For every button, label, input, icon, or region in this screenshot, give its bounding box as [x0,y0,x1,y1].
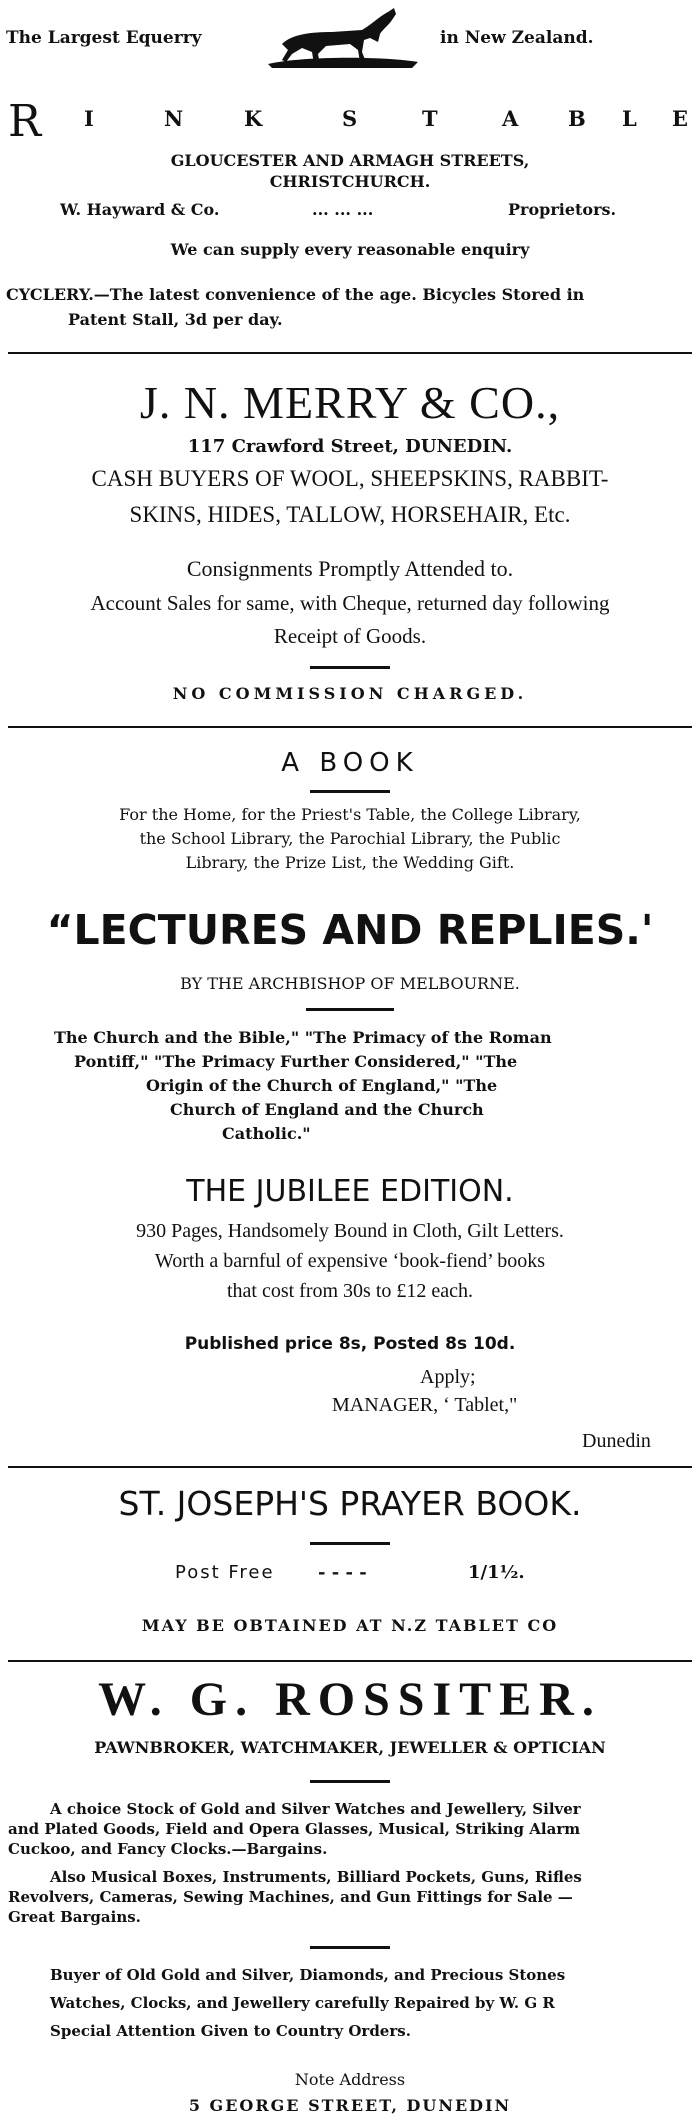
rossiter-address: 5 GEORGE STREET, DUNEDIN [188,2096,512,2115]
book-title: “LECTURES AND REPLIES.' [46,906,654,954]
merry-no-commission: NO COMMISSION CHARGED. [172,684,528,703]
section-divider [8,352,692,354]
rink-cyclery-line-1: CYCLERY.—The latest convenience of the age. Bicycles Stored in [6,285,585,304]
section-divider [8,1660,692,1662]
book-price: Published price 8s, Posted 8s 10d. [184,1334,516,1354]
short-rule [310,1780,390,1783]
rossiter-trades: PAWNBROKER, WATCHMAKER, JEWELLER & OPTICIAN [94,1738,606,1757]
book-heading: A BOOK [281,748,419,778]
rink-title-letter: N [164,106,184,131]
rink-supply-line: We can supply every reasonable enquiry [170,240,530,259]
book-city: Dunedin [582,1430,651,1452]
rink-proprietor-name: W. Hayward & Co. [60,200,220,219]
rink-headline-right: in New Zealand. [440,28,594,48]
rink-address-line-2: CHRISTCHURCH. [269,172,431,191]
prayer-post-label: Post Free [175,1562,275,1583]
book-contents-line-5: Catholic." [222,1124,311,1143]
short-rule [310,1542,390,1545]
rossiter-stock-line-2: and Plated Goods, Field and Opera Glasses, Musical, Striking Alarm [8,1820,581,1838]
merry-buyers-line-2: SKINS, HIDES, TALLOW, HORSEHAIR, Etc. [129,502,571,527]
merry-address: 117 Crawford Street, DUNEDIN. [187,436,513,457]
rossiter-also-line-2: Revolvers, Cameras, Sewing Machines, and Gun Fittings for Sale — [8,1888,573,1906]
book-worth-line-2: that cost from 30s to £12 each. [226,1280,474,1302]
book-intro-line-2: the School Library, the Parochial Library, the Public [139,829,561,848]
section-divider [8,1466,692,1468]
short-rule [306,1008,394,1011]
book-pages: 930 Pages, Handsomely Bound in Cloth, Gilt Letters. [136,1220,564,1242]
merry-account-line-1: Account Sales for same, with Cheque, returned day following [90,591,610,615]
merry-consignments: Consignments Promptly Attended to. [186,556,514,581]
prayer-obtain: MAY BE OBTAINED AT N.Z TABLET CO [141,1616,559,1635]
book-intro-line-3: Library, the Prize List, the Wedding Gift. [185,853,515,872]
merry-account-line-2: Receipt of Goods. [273,624,427,648]
rink-address-line-1: GLOUCESTER AND ARMAGH STREETS, [170,151,530,170]
book-edition: THE JUBILEE EDITION. [186,1174,514,1209]
rossiter-buyer-line-2: Watches, Clocks, and Jewellery carefully Repaired by W. G R [50,1994,555,2012]
prayer-post-dashes: - - - - [318,1562,367,1583]
rossiter-note: Note Address [294,2070,406,2089]
rink-title-letter: E [672,106,689,131]
rink-title [8,96,692,148]
merry-buyers-line-1: CASH BUYERS OF WOOL, SHEEPSKINS, RABBIT- [91,466,609,491]
book-intro-line-1: For the Home, for the Priest's Table, the College Library, [119,805,581,824]
rink-title-letter: L [622,106,637,131]
prayer-title: ST. JOSEPH'S PRAYER BOOK. [118,1484,582,1523]
book-contents-line-1: The Church and the Bible," "The Primacy of the Roman [54,1028,552,1047]
rink-title-letter: R [8,96,42,147]
rink-title-letter: A [502,106,519,131]
rink-cyclery-line-2: Patent Stall, 3d per day. [68,310,283,329]
horse-icon [262,4,422,70]
rink-title-letter: K [244,106,263,131]
rossiter-stock-line-1: A choice Stock of Gold and Silver Watches and Jewellery, Silver [50,1800,581,1818]
rossiter-also-line-1: Also Musical Boxes, Instruments, Billiard Pockets, Guns, Rifles [50,1868,582,1886]
rink-title-letter: I [84,106,94,131]
book-author: BY THE ARCHBISHOP OF MELBOURNE. [180,974,520,993]
rink-title-letter: S [342,106,358,131]
rossiter-also-line-3: Great Bargains. [8,1908,141,1926]
book-contents-line-4: Church of England and the Church [170,1100,484,1119]
rossiter-buyer-line-3: Special Attention Given to Country Orders. [50,2022,411,2040]
book-worth-line-1: Worth a barnful of expensive ‘book-fiend’ books [154,1250,546,1272]
book-contents-line-2: Pontiff," "The Primacy Further Considered," "The [74,1052,518,1071]
short-rule [310,1946,390,1949]
rink-dots: ... ... ... [312,200,374,219]
short-rule [310,666,390,669]
rossiter-stock-line-3: Cuckoo, and Fancy Clocks.—Bargains. [8,1840,328,1858]
book-manager: MANAGER, ‘ Tablet," [332,1394,518,1416]
rink-headline-left: The Largest Equerry [6,28,202,48]
rink-title-letter: T [422,106,438,131]
merry-title: J. N. MERRY & CO., [139,377,561,428]
section-divider [8,726,692,728]
rink-title-letter: B [568,106,586,131]
book-contents-line-3: Origin of the Church of England," "The [146,1076,498,1095]
rossiter-title: W. G. ROSSITER. [98,1673,602,1726]
rossiter-buyer-line-1: Buyer of Old Gold and Silver, Diamonds, and Precious Stones [50,1966,566,1984]
short-rule [310,790,390,793]
book-apply: Apply; [420,1366,476,1388]
prayer-post-price: 1/1½. [468,1562,525,1583]
rink-proprietor-label: Proprietors. [508,200,617,219]
